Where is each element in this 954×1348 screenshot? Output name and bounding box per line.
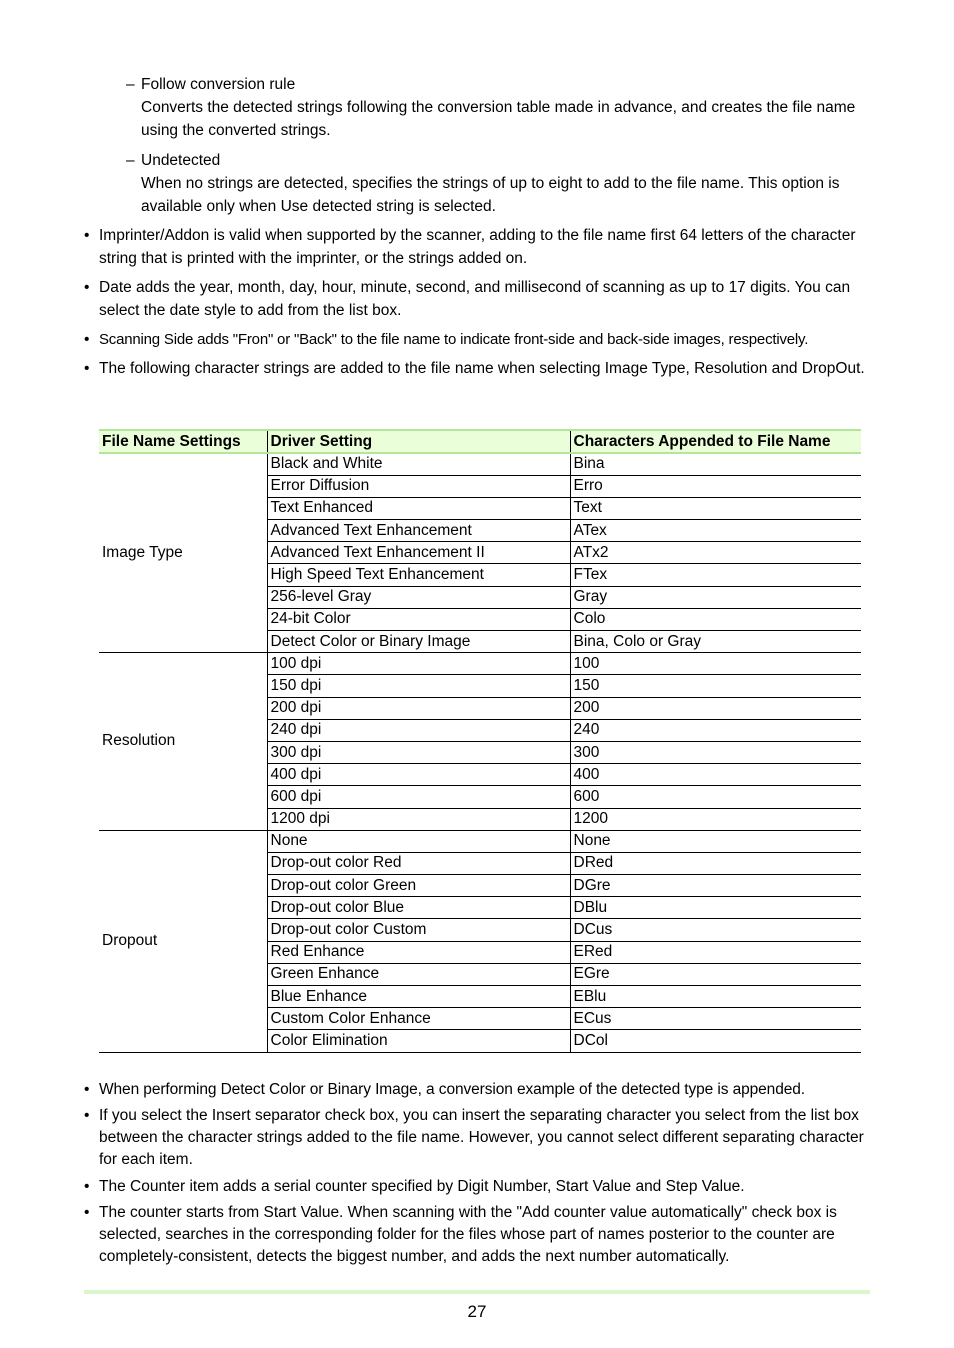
appended-chars-cell: ERed: [570, 941, 861, 963]
driver-setting-cell: Blue Enhance: [267, 986, 570, 1008]
appended-chars-cell: 1200: [570, 808, 861, 830]
appended-chars-cell: Bina: [570, 453, 861, 475]
bullet-marker: •: [84, 331, 90, 348]
appended-chars-cell: Bina, Colo or Gray: [570, 631, 861, 653]
driver-setting-cell: 600 dpi: [267, 786, 570, 808]
group-image-type: Image Type: [99, 453, 267, 653]
driver-setting-cell: Advanced Text Enhancement II: [267, 542, 570, 564]
appended-chars-cell: 600: [570, 786, 861, 808]
group-resolution: Resolution: [99, 653, 267, 831]
header-file-name-settings: File Name Settings: [99, 430, 267, 453]
bullet-scanning-side: [84, 328, 874, 351]
bullet-imprinter: [84, 224, 874, 270]
bullet-text: The Counter item adds a serial counter specified by Digit Number, Start Value and Step Value.: [99, 1178, 745, 1195]
driver-setting-cell: Detect Color or Binary Image: [267, 631, 570, 653]
appended-chars-cell: None: [570, 830, 861, 852]
sub-item-undetected: [126, 149, 876, 218]
appended-chars-cell: DRed: [570, 852, 861, 874]
driver-setting-cell: Green Enhance: [267, 963, 570, 985]
appended-chars-cell: Gray: [570, 586, 861, 608]
page-number: 27: [467, 1302, 487, 1321]
driver-setting-cell: Custom Color Enhance: [267, 1008, 570, 1030]
appended-chars-cell: Erro: [570, 475, 861, 497]
bullet-marker: •: [84, 360, 90, 377]
appended-chars-cell: ATex: [570, 520, 861, 542]
driver-setting-cell: Drop-out color Custom: [267, 919, 570, 941]
driver-setting-cell: Error Diffusion: [267, 475, 570, 497]
appended-chars-cell: ECus: [570, 1008, 861, 1030]
bullet-text: The following character strings are added to the file name when selecting Image Type, Resolution and DropOut.: [99, 360, 865, 377]
bullet-text: When performing Detect Color or Binary Image, a conversion example of the detected type is appended.: [99, 1081, 805, 1098]
appended-chars-cell: DCus: [570, 919, 861, 941]
appended-chars-cell: 150: [570, 675, 861, 697]
dash-marker: –: [126, 76, 135, 93]
bullet-text: If you select the Insert separator check box, you can insert the separating character you select from the list box between the character strings added to the file name. However, you cannot select different separating character for each item.: [99, 1107, 864, 1168]
driver-setting-cell: 200 dpi: [267, 697, 570, 719]
bullet-marker: •: [84, 1107, 90, 1124]
file-name-settings-table: [99, 429, 861, 1053]
bullet-text: Date adds the year, month, day, hour, minute, second, and millisecond of scanning as up to 17 digits. You can select the date style to add from the list box.: [99, 279, 851, 319]
driver-setting-cell: 150 dpi: [267, 675, 570, 697]
appended-chars-cell: ATx2: [570, 542, 861, 564]
appended-chars-cell: DGre: [570, 875, 861, 897]
sub-item-body: When no strings are detected, specifies the strings of up to eight to add to the file name. This option is available only when Use detected string is selected.: [141, 175, 840, 215]
appended-chars-cell: 400: [570, 764, 861, 786]
bullet-marker: •: [84, 1178, 90, 1195]
driver-setting-cell: 300 dpi: [267, 741, 570, 763]
table-header-row: [99, 430, 861, 453]
table-row: [99, 653, 861, 675]
driver-setting-cell: Drop-out color Green: [267, 875, 570, 897]
bullet-marker: •: [84, 1204, 90, 1221]
driver-setting-cell: 100 dpi: [267, 653, 570, 675]
driver-setting-cell: 400 dpi: [267, 764, 570, 786]
bullet-detect-color: [84, 1078, 874, 1101]
table-row: [99, 830, 861, 852]
appended-chars-cell: 100: [570, 653, 861, 675]
driver-setting-cell: Black and White: [267, 453, 570, 475]
sub-item-follow-conversion: [126, 73, 876, 142]
bullet-following-strings: [84, 357, 874, 380]
driver-setting-cell: Color Elimination: [267, 1030, 570, 1052]
bullet-insert-separator: [84, 1105, 874, 1171]
bullet-date: [84, 276, 874, 322]
driver-setting-cell: Text Enhanced: [267, 497, 570, 519]
bullet-text: The counter starts from Start Value. When scanning with the "Add counter value automatically" check box is selected, searches in the corresponding folder for the files whose part of names posterior to the counter are completely-consistent, detects the biggest number, and adds the next number automatically.: [99, 1204, 837, 1265]
bullet-counter-start: [84, 1202, 874, 1268]
appended-chars-cell: DBlu: [570, 897, 861, 919]
bullet-marker: •: [84, 227, 90, 244]
appended-chars-cell: DCol: [570, 1030, 861, 1052]
sub-item-body: Converts the detected strings following the conversion table made in advance, and creates the file name using the converted strings.: [141, 99, 856, 139]
driver-setting-cell: Drop-out color Red: [267, 852, 570, 874]
bullet-marker: •: [84, 1081, 90, 1098]
appended-chars-cell: Colo: [570, 608, 861, 630]
driver-setting-cell: Red Enhance: [267, 941, 570, 963]
footer-divider: [84, 1290, 870, 1294]
driver-setting-cell: None: [267, 830, 570, 852]
bullet-text: Scanning Side adds "Fron" or "Back" to the file name to indicate front-side and back-side images, respectively.: [99, 331, 809, 348]
header-driver-setting: Driver Setting: [267, 430, 570, 453]
appended-chars-cell: 300: [570, 741, 861, 763]
bullet-marker: •: [84, 279, 90, 296]
appended-chars-cell: EBlu: [570, 986, 861, 1008]
bullet-counter-item: [84, 1175, 874, 1198]
appended-chars-cell: 240: [570, 719, 861, 741]
driver-setting-cell: 24-bit Color: [267, 608, 570, 630]
sub-item-heading: Undetected: [141, 152, 221, 169]
appended-chars-cell: EGre: [570, 963, 861, 985]
driver-setting-cell: High Speed Text Enhancement: [267, 564, 570, 586]
group-dropout: Dropout: [99, 830, 267, 1052]
appended-chars-cell: FTex: [570, 564, 861, 586]
driver-setting-cell: Drop-out color Blue: [267, 897, 570, 919]
driver-setting-cell: 240 dpi: [267, 719, 570, 741]
header-characters-appended: Characters Appended to File Name: [570, 430, 861, 453]
driver-setting-cell: 1200 dpi: [267, 808, 570, 830]
sub-item-heading: Follow conversion rule: [141, 76, 296, 93]
table-row: [99, 453, 861, 475]
driver-setting-cell: 256-level Gray: [267, 586, 570, 608]
bullet-text: Imprinter/Addon is valid when supported by the scanner, adding to the file name first 64 letters of the character string that is printed with the imprinter, or the strings added on.: [99, 227, 856, 267]
appended-chars-cell: Text: [570, 497, 861, 519]
dash-marker: –: [126, 152, 135, 169]
appended-chars-cell: 200: [570, 697, 861, 719]
driver-setting-cell: Advanced Text Enhancement: [267, 520, 570, 542]
